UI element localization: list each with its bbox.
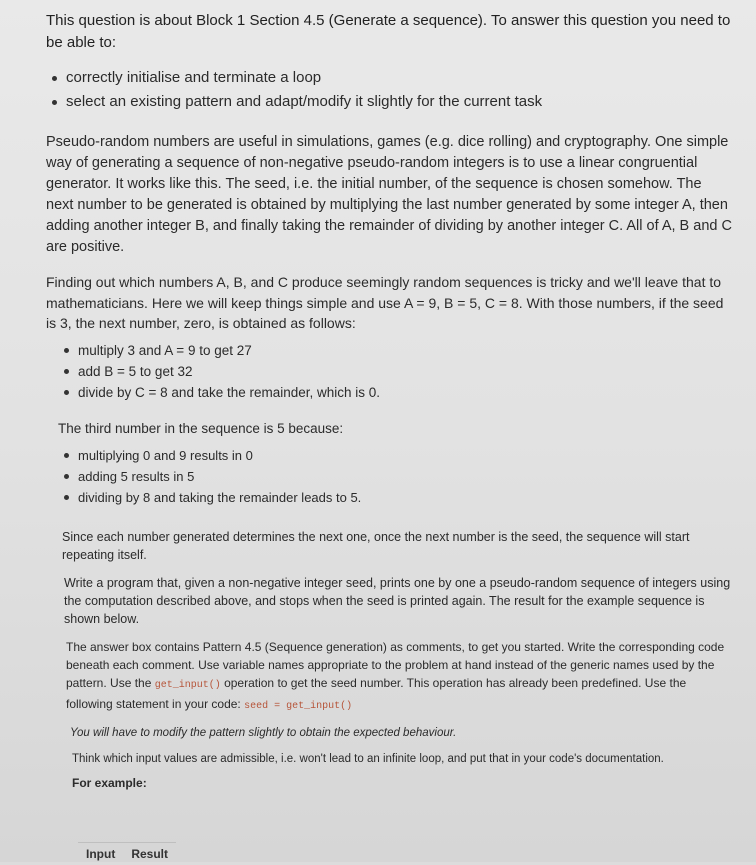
modify-note: You will have to modify the pattern slightly to obtain the expected behaviour. xyxy=(70,726,457,739)
answer-box-paragraph xyxy=(66,638,732,716)
answer-text-middle: operation to get the seed number. This operation has already been predefined. Use the following statement in your code: xyxy=(66,675,687,711)
skills-list xyxy=(46,66,732,114)
abc-paragraph: Finding out which numbers A, B, and C produce seemingly random sequences is tricky and we'll leave that to mathematicians. Here we will keep things simple and use A = 9, B = 5, C = 8. With those numbers, if the seed is 3, the next number, zero, is obtained as follows: xyxy=(46,274,724,331)
first-steps-list xyxy=(58,340,732,403)
result-column-header: Result xyxy=(131,847,169,861)
list-item: divide by C = 8 and take the remainder, which is 0. xyxy=(58,382,732,403)
lcg-paragraph: Pseudo-random numbers are useful in simulations, games (e.g. dice rolling) and cryptography. One simple way of generating a sequence of non-negative pseudo-random integers is to use a linear congruential generator. It works like this. The seed, i.e. the initial number, of the sequence is chosen somehow. The next number to be generated is obtained by multiplying the last number generated by some integer A, then adding another integer B, and finally taking the remainder of dividing by another integer C. All of A, B and C are positive. xyxy=(46,134,732,255)
admissible-note: Think which input values are admissible, i.e. won't lead to an infinite loop, and put that in your code's documentation. xyxy=(72,752,664,765)
example-label: For example: xyxy=(72,775,147,790)
third-number-paragraph: The third number in the sequence is 5 because: xyxy=(58,420,344,436)
list-item: multiply 3 and A = 9 to get 27 xyxy=(58,340,732,361)
list-item: multiplying 0 and 9 results in 0 xyxy=(58,445,732,466)
list-item: select an existing pattern and adapt/modify it slightly for the current task xyxy=(46,90,732,114)
input-column-header: Input xyxy=(86,847,116,861)
list-item: dividing by 8 and taking the remainder leads to 5. xyxy=(58,487,732,508)
list-item: correctly initialise and terminate a loop xyxy=(46,66,732,90)
seed-statement-code: seed = get_input() xyxy=(244,700,353,712)
repeat-paragraph: Since each number generated determines the next one, once the next number is the seed, the sequence will start repeating itself. xyxy=(62,529,690,562)
intro-text: This question is about Block 1 Section 4.5 (Generate a sequence). To answer this question you need to be able to: xyxy=(46,12,731,51)
task-paragraph: Write a program that, given a non-negative integer seed, prints one by one a pseudo-random sequence of integers using the computation described above, and stops when the seed is printed again. The result for the example sequence is shown below. xyxy=(64,575,731,626)
get-input-code: get_input() xyxy=(154,679,221,691)
list-item: add B = 5 to get 32 xyxy=(58,361,732,382)
answer-text-start: The answer box contains Pattern 4.5 (Sequence generation) as comments, to get you started. Write the corresponding code beneath each comment. Use variable names appropriate to the problem at hand instead of the generic names used by the pattern. Use the xyxy=(66,639,725,690)
third-steps-list xyxy=(58,445,732,508)
list-item: adding 5 results in 5 xyxy=(58,466,732,487)
